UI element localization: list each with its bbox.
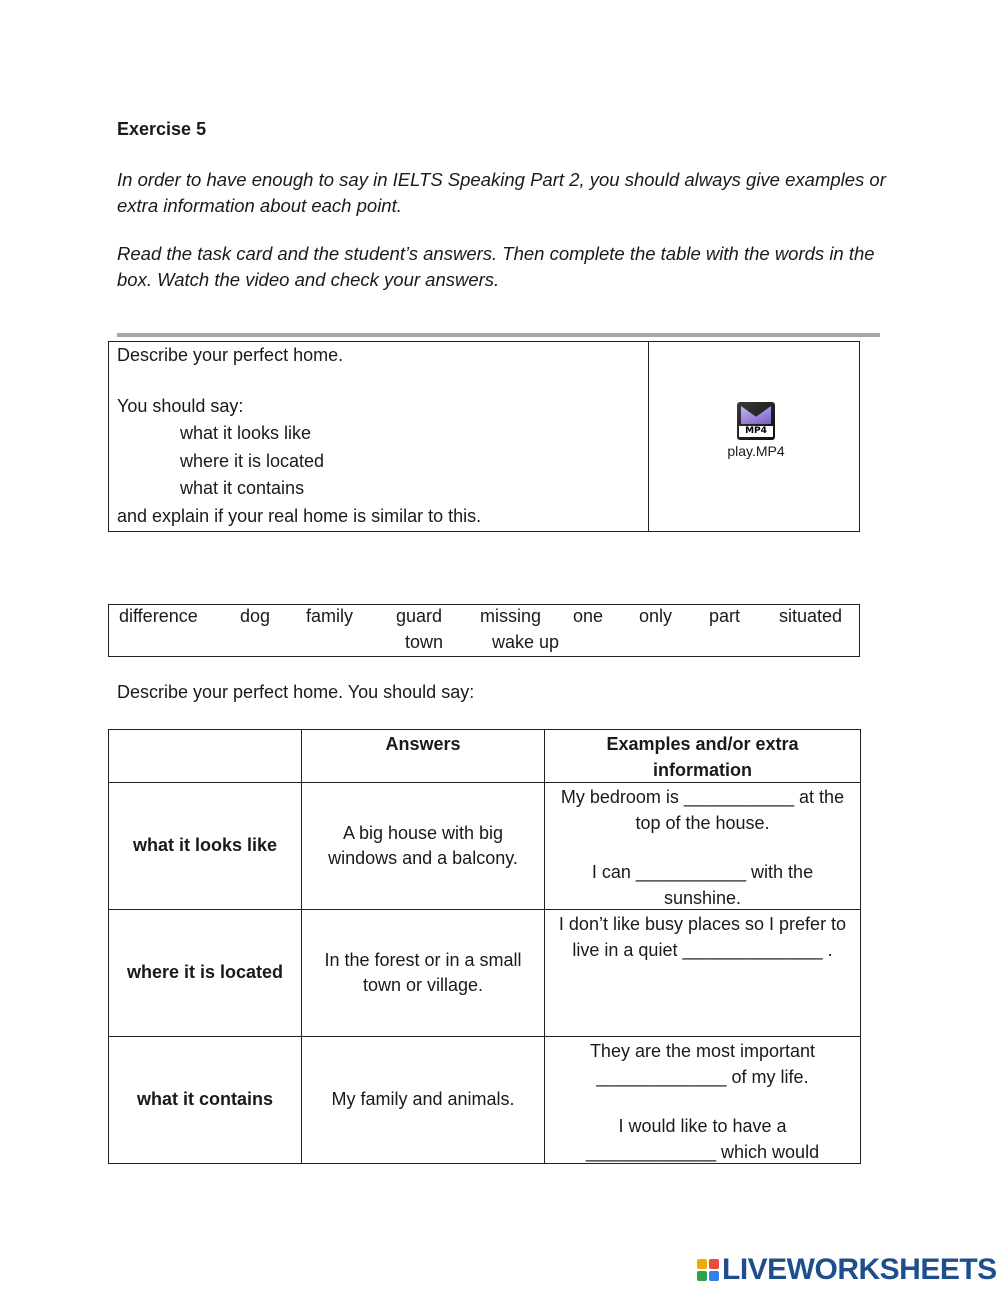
- row-examples: [545, 910, 860, 1036]
- task-card-divider: [648, 342, 649, 531]
- row-point: where it is located: [126, 962, 284, 983]
- table-header-answers: Answers: [385, 734, 461, 754]
- answer-table: [108, 729, 861, 1164]
- table-header-blank: [109, 730, 301, 782]
- logo-mark-icon: [697, 1259, 719, 1281]
- row-answer: In the forest or in a small town or village.: [324, 949, 522, 995]
- word-box-word: family: [306, 606, 354, 626]
- word-box-word: one: [573, 606, 604, 626]
- task-point: what it contains: [180, 478, 305, 498]
- row-answer: My family and animals.: [331, 1089, 515, 1110]
- divider-rule: [117, 333, 880, 337]
- task-should-say: You should say:: [117, 396, 244, 416]
- word-box-word: only: [639, 606, 673, 626]
- word-box-word: guard: [396, 606, 443, 626]
- word-box: [108, 604, 860, 657]
- exercise-title: Exercise 5: [117, 119, 207, 139]
- task-point: what it looks like: [180, 423, 312, 443]
- video-attachment[interactable]: [726, 402, 786, 459]
- instructions-paragraph: Read the task card and the student’s answers. Then complete the table with the words in the box. Watch the video and check your answers.: [117, 243, 875, 290]
- word-box-word: difference: [119, 606, 198, 626]
- example-sentence: I would like to have a _____________ which would: [585, 1116, 820, 1162]
- row-examples: [545, 1037, 860, 1163]
- logo-text: LIVEWORKSHEETS: [722, 1253, 997, 1286]
- liveworksheets-logo[interactable]: [697, 1255, 997, 1285]
- mp4-file-icon[interactable]: [737, 402, 775, 440]
- word-box-word: dog: [240, 606, 271, 626]
- video-filename[interactable]: play.MP4: [727, 443, 785, 459]
- mp4-icon-label: MP4: [739, 426, 773, 437]
- row-answer: A big house with big windows and a balcony.: [328, 822, 518, 868]
- example-sentence: I don’t like busy places so I prefer to live in a quiet ______________ .: [558, 914, 847, 960]
- example-sentence: My bedroom is ___________ at the top of the house.: [560, 787, 845, 833]
- row-point: what it contains: [136, 1089, 273, 1110]
- word-box-word: part: [709, 606, 741, 626]
- intro-paragraph: In order to have enough to say in IELTS Speaking Part 2, you should always give examples or extra information about each point.: [117, 169, 886, 216]
- table-intro: Describe your perfect home. You should say:: [117, 682, 475, 702]
- example-sentence: I can ___________ with the sunshine.: [591, 862, 814, 908]
- word-box-word: missing: [480, 606, 542, 626]
- word-box-word: wake up: [492, 632, 560, 652]
- word-box-word: situated: [779, 606, 843, 626]
- task-closing: and explain if your real home is similar to this.: [117, 506, 482, 526]
- task-point: where it is located: [180, 451, 325, 471]
- table-header-examples: Examples and/or extra information: [606, 734, 799, 780]
- example-sentence: They are the most important _____________ of my life.: [589, 1041, 816, 1087]
- task-prompt: Describe your perfect home.: [117, 345, 344, 365]
- row-point: what it looks like: [132, 835, 278, 856]
- row-examples: [545, 783, 860, 909]
- word-box-word: town: [405, 632, 444, 652]
- task-card: [108, 341, 860, 532]
